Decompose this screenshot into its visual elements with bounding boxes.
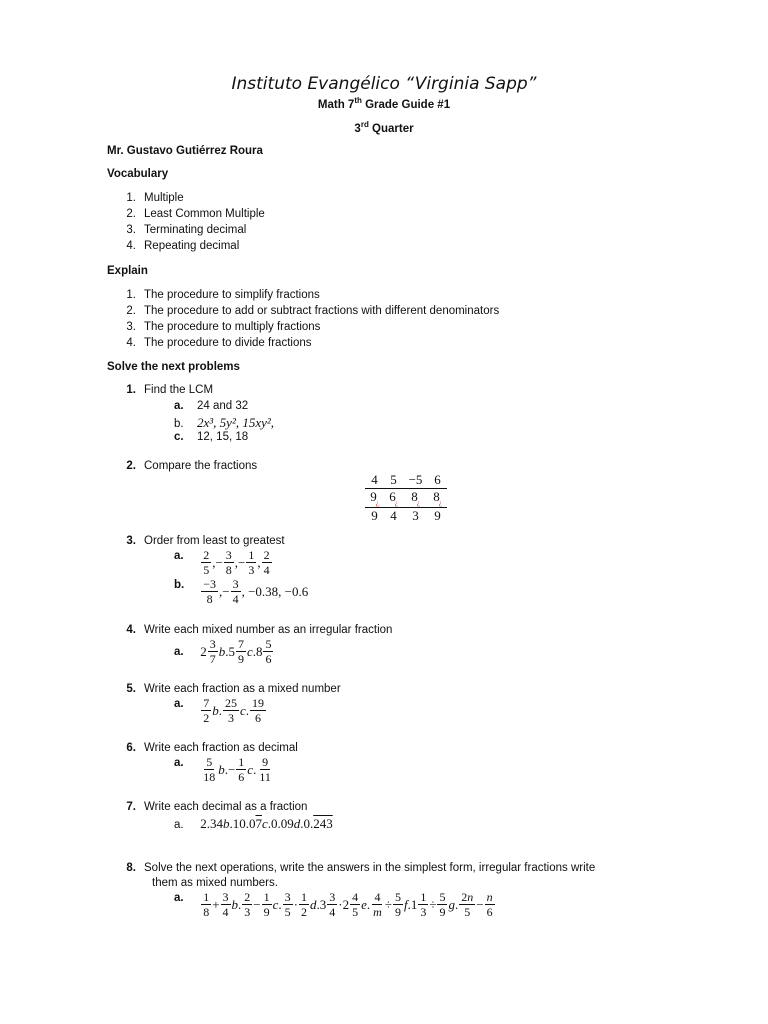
teacher-name: Mr. Gustavo Gutiérrez Roura [107,145,263,157]
problem-2-label: 2. Compare the fractions [126,460,258,472]
compare-fractions-grid: 4 5 −5 6 $9_¿$ $6_¿$ $8_¿$ $8_¿$ 9 4 3 9 [365,472,447,524]
problem-1c: c. 12, 15, 18 [174,431,249,443]
problem-3-label: 3. Order from least to greatest [126,535,285,547]
school-title: Instituto Evangélico “Virginia Sapp” [231,74,537,94]
problem-7-label: 7. Write each decimal as a fraction [126,801,308,813]
problem-7a: a. 2.34 b .10.0 7 c .0.09 d .0. 243 [174,816,333,831]
problem-1-label: 1. Find the LCM [126,384,214,396]
vocabulary-heading: Vocabulary [107,168,169,180]
problem-8-label: 8. Solve the next operations, write the answers in the simplest form, irregular fractions write [126,862,596,874]
guide-subtitle: Math 7th Grade Guide #1 [317,96,451,111]
problem-1b: b. 2x³, 5y², 15xy², [174,415,275,430]
vocab-item-2: 2. Least Common Multiple [126,208,265,220]
quarter-label: 3rd Quarter [354,120,414,135]
problem-1a: a. 24 and 32 [174,400,249,412]
problem-4-label: 4. Write each mixed number as an irregular fraction [126,624,393,636]
problem-3b: b. −3 8 ,− 3 4 , −0.38, −0.6 [174,577,309,606]
explain-item-3: 3. The procedure to multiply fractions [126,321,321,333]
vocab-item-4: 4. Repeating decimal [126,240,240,252]
problem-8a: a. 1 8 + 3 4 b . 2 3 − 1 9 c . 3 5 · 1 2 d .3 3 4 ·2 4 5 e . 4 m ÷ 5 9 f .1 1 3 ÷ 5 9 g . 2n 5 − n 6 [174,890,493,919]
problem-8-label-cont: them as mixed numbers. [152,877,278,889]
vocab-item-1: 1. Multiple [126,192,184,204]
problem-4a: a. 2 3 7 b .5 7 9 c .8 5 6 [174,637,272,666]
problem-6a: a. 5 18 b .− 1 6 c . 9 11 [174,755,271,784]
problem-5-label: 5. Write each fraction as a mixed number [126,683,341,695]
solve-heading: Solve the next problems [107,361,240,373]
explain-item-1: 1. The procedure to simplify fractions [126,289,320,301]
vocab-item-3: 3. Terminating decimal [126,224,247,236]
problem-3a: a. 2 5 ,− 3 8 ,− 1 3 , 2 4 [174,548,270,577]
explain-item-2: 2. The procedure to add or subtract fractions with different denominators [126,305,500,317]
problem-6-label: 6. Write each fraction as decimal [126,742,298,754]
explain-item-4: 4. The procedure to divide fractions [126,337,312,349]
explain-heading: Explain [107,265,148,277]
problem-5a: a. 7 2 b . 25 3 c . 19 6 [174,696,264,725]
